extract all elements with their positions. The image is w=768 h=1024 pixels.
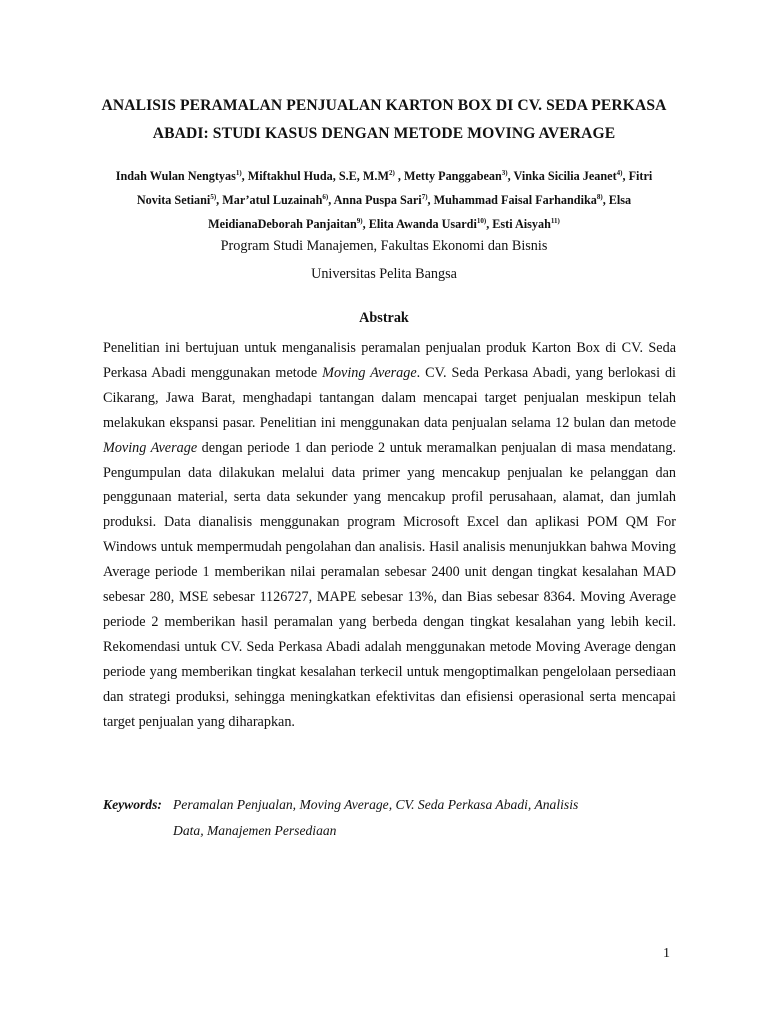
abstract-text-1: Penelitian ini bertujuan untuk menganalisis peramalan penjualan produk Karton Box di CV. Seda Perkasa Abadi menggunakan metode (103, 340, 676, 381)
abstract-text-3: dengan periode 1 dan periode 2 untuk meramalkan penjualan di masa mendatang. Pengumpulan data dilakukan melalui data primer yang mencakup penjualan ke pelanggan dan penggunaan material, serta data sekunder yang mencakup profil perusahaan, alamat, dan jumlah produksi. Data dianalisis menggunakan program Microsoft Excel dan aplikasi POM QM For Windows untuk mempermudah pengolahan dan analisis. Hasil analisis menunjukkan bahwa Moving Average periode 1 memberikan nilai peramalan sebesar 2400 unit dengan tingkat kesalahan MAD sebesar 280, MSE sebesar 1126727, MAPE sebesar 13%, dan Bias sebesar 8364. Moving Average periode 2 memberikan hasil peramalan yang berbeda dengan tingkat kesalahan yang lebih kecil. Rekomendasi untuk CV. Seda Perkasa Abadi adalah menggunakan metode Moving Average dengan periode yang memberikan tingkat kesalahan terkecil untuk mengoptimalkan pengelolaan persediaan dan strategi produksi, sehingga meningkatkan efektivitas dan efisiensi operasional serta mencapai target penjualan yang diharapkan. (103, 439, 676, 730)
keywords-row (103, 792, 676, 818)
author-5: Fitri Novita Setiani (136, 169, 653, 207)
abstract-heading: Abstrak (359, 310, 409, 326)
author-6-affil: 6) (322, 193, 329, 201)
keywords-block (103, 792, 676, 844)
author-4: Vinka Sicilia Jeanet (513, 169, 617, 183)
keywords-label: Keywords: (103, 797, 162, 812)
author-10-affil: 10) (476, 217, 487, 225)
author-2: Miftakhul Huda, S.E, M.M (247, 169, 389, 183)
author-8: Muhammad Faisal Farhandika (433, 193, 597, 207)
author-2-affil: 2) (388, 169, 395, 177)
author-8-affil: 8) (596, 193, 603, 201)
author-3: Metty Panggabean (403, 169, 502, 183)
author-list: Indah Wulan Nengtyas$^{1)}$, Miftakhul Huda, S.E, $M.M^{2)}$ , Metty Panggabean$^{3)}$, Vinka Sicilia Jeanet$^{4)}$, Fitri Novita Setiani$^{5)}$, Mar’atul Luzainah$^{6)}$, Anna Puspa Sari$^{7)}$, Muhammad Faisal Farhandika$^{8)}$, Elsa MeidianaDeborah Panjaitan$^{9)}$, Elita Awanda Usardi$^{10)}$, Esti Aisyah$^{11)}$ (115, 169, 653, 231)
author-9-affil: 9) (356, 217, 363, 225)
author-11-affil: 11) (550, 217, 560, 225)
author-11: Esti Aisyah (492, 217, 551, 231)
affiliation (90, 232, 678, 288)
abstract-body (103, 336, 676, 735)
affiliation-program: Program Studi Manajemen, Fakultas Ekonomi dan Bisnis (220, 238, 548, 254)
abstract-method-1: Moving Average (322, 364, 417, 381)
author-9: Elsa MeidianaDeborah Panjaitan (208, 193, 632, 231)
abstract-method-2: Moving Average (103, 439, 198, 456)
author-3-affil: 3) (501, 169, 508, 177)
title-line-2: ABADI: STUDI KASUS DENGAN METODE MOVING AVERAGE (152, 125, 616, 142)
author-4-affil: 4) (616, 169, 623, 177)
author-1: Indah Wulan Nengtyas (115, 169, 236, 183)
author-7: Anna Puspa Sari (333, 193, 422, 207)
keywords-line-1: Peramalan Penjualan, Moving Average, CV. Seda Perkasa Abadi, Analisis (173, 797, 579, 812)
keywords-line-2: Data, Manajemen Persediaan (173, 823, 337, 838)
abstract-text-2: . CV. Seda Perkasa Abadi, yang berlokasi di Cikarang, Jawa Barat, menghadapi tantangan dalam mencapai target penjualan meskipun telah melakukan ekspansi pasar. Penelitian ini menggunakan data penjualan selama 12 bulan dan metode (103, 364, 676, 431)
author-7-affil: 7) (421, 193, 428, 201)
author-5-affil: 5) (210, 193, 217, 201)
page-number: 1 (663, 946, 670, 961)
author-1-affil: 1) (235, 169, 242, 177)
title-line-1: ANALISIS PERAMALAN PENJUALAN KARTON BOX DI CV. SEDA PERKASA (101, 97, 667, 114)
paper-title (90, 92, 678, 148)
author-10: Elita Awanda Usardi (368, 217, 477, 231)
affiliation-university: Universitas Pelita Bangsa (311, 266, 457, 282)
author-6: Mar’atul Luzainah (222, 193, 323, 207)
abstract-paragraph (103, 336, 676, 735)
